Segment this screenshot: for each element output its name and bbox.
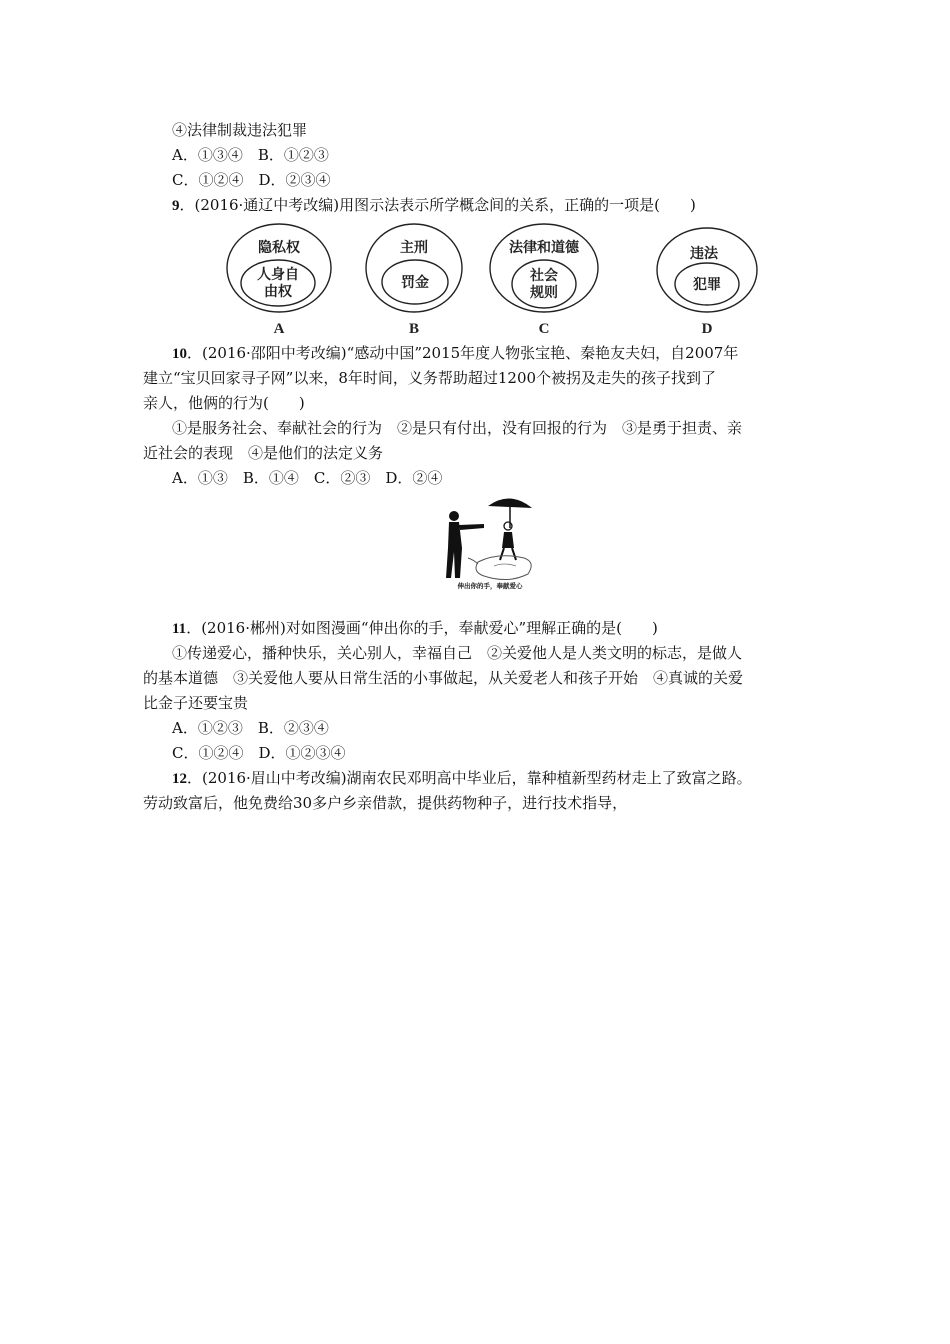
q10-options-line-2: 近社会的表现 ④是他们的法定义务 bbox=[143, 444, 384, 462]
diagram-d-inner-label-1: 犯罪 bbox=[693, 277, 721, 293]
diagram-c-letter: C bbox=[538, 321, 550, 337]
q9-number: 9 bbox=[172, 198, 180, 214]
concept-diagrams bbox=[222, 220, 762, 340]
diagram-a-outer-label: 隐私权 bbox=[258, 240, 300, 256]
diagram-b-inner-label-1: 罚金 bbox=[401, 275, 429, 291]
q12-stem-line-1 bbox=[172, 768, 752, 789]
q11-number: 11 bbox=[172, 621, 187, 637]
q10-text-1: ．(2016·邵阳中考改编)“感动中国”2015年度人物张宝艳、秦艳友夫妇，自2007年 bbox=[187, 344, 739, 362]
q8-answers-row-2: C．①②④ D．②③④ bbox=[172, 171, 331, 189]
q10-options-line-1: ①是服务社会、奉献社会的行为 ②是只有付出，没有回报的行为 ③是勇于担责、亲 bbox=[172, 419, 743, 437]
q11-answers-row-2: C．①②④ D．①②③④ bbox=[172, 744, 346, 762]
q10-stem-line-1 bbox=[172, 343, 738, 364]
diagram-a-inner-label-2: 由权 bbox=[264, 284, 292, 300]
q11-text: ．(2016·郴州)对如图漫画“伸出你的手，奉献爱心”理解正确的是( ) bbox=[186, 619, 658, 637]
q11-options-line-3: 比金子还要宝贵 bbox=[143, 694, 249, 712]
q10-stem-line-2: 建立“宝贝回家寻子网”以来，8年时间，义务帮助超过1200个被拐及走失的孩子找到了 bbox=[143, 369, 717, 387]
q12-number: 12 bbox=[172, 771, 187, 787]
q12-stem-line-2: 劳动致富后，他免费给30多户乡亲借款，提供药物种子，进行技术指导， bbox=[143, 794, 628, 812]
diagram-d bbox=[657, 228, 757, 337]
diagram-b bbox=[366, 224, 462, 337]
diagram-c-outer-label: 法律和道德 bbox=[509, 240, 579, 256]
q11-answers-row-1: A．①②③ B．②③④ bbox=[172, 719, 329, 737]
diagram-a-letter: A bbox=[273, 321, 285, 337]
q10-stem-line-3: 亲人，他俩的行为( ) bbox=[143, 394, 305, 412]
hand-icon bbox=[476, 556, 531, 580]
cartoon-caption: 伸出你的手，奉献爱心 bbox=[457, 582, 523, 590]
diagram-d-outer-label: 违法 bbox=[690, 246, 718, 262]
q8-option-4: ④法律制裁违法犯罪 bbox=[172, 121, 308, 139]
q11-options-line-2: 的基本道德 ③关爱他人要从日常生活的小事做起，从关爱老人和孩子开始 ④真诚的关爱 bbox=[143, 669, 744, 687]
man-figure bbox=[449, 511, 459, 521]
diagram-b-outer-label: 主刑 bbox=[400, 240, 428, 256]
q9-text: ．(2016·通辽中考改编)用图示法表示所学概念间的关系，正确的一项是( ) bbox=[179, 196, 696, 214]
q11-options-line-1: ①传递爱心，播种快乐，关心别人，幸福自己 ②关爱他人是人类文明的标志，是做人 bbox=[172, 644, 743, 662]
q10-answers: A．①③ B．①④ C．②③ D．②④ bbox=[172, 469, 443, 487]
diagram-a bbox=[227, 224, 331, 337]
diagram-d-letter: D bbox=[701, 321, 713, 337]
diagram-c-inner-label-2: 规则 bbox=[530, 285, 558, 301]
q9-stem bbox=[172, 195, 696, 216]
diagram-c-inner-label-1: 社会 bbox=[530, 268, 558, 284]
q11-stem bbox=[172, 618, 658, 639]
diagram-a-inner-label-1: 人身自 bbox=[257, 267, 299, 283]
cartoon-image bbox=[438, 488, 542, 592]
diagram-b-letter: B bbox=[408, 321, 420, 337]
q10-number: 10 bbox=[172, 346, 187, 362]
q12-text-1: ．(2016·眉山中考改编)湖南农民邓明高中毕业后，靠种植新型药材走上了致富之路。 bbox=[187, 769, 752, 787]
diagram-c bbox=[490, 224, 598, 337]
q8-answers-row-1: A．①③④ B．①②③ bbox=[172, 146, 329, 164]
